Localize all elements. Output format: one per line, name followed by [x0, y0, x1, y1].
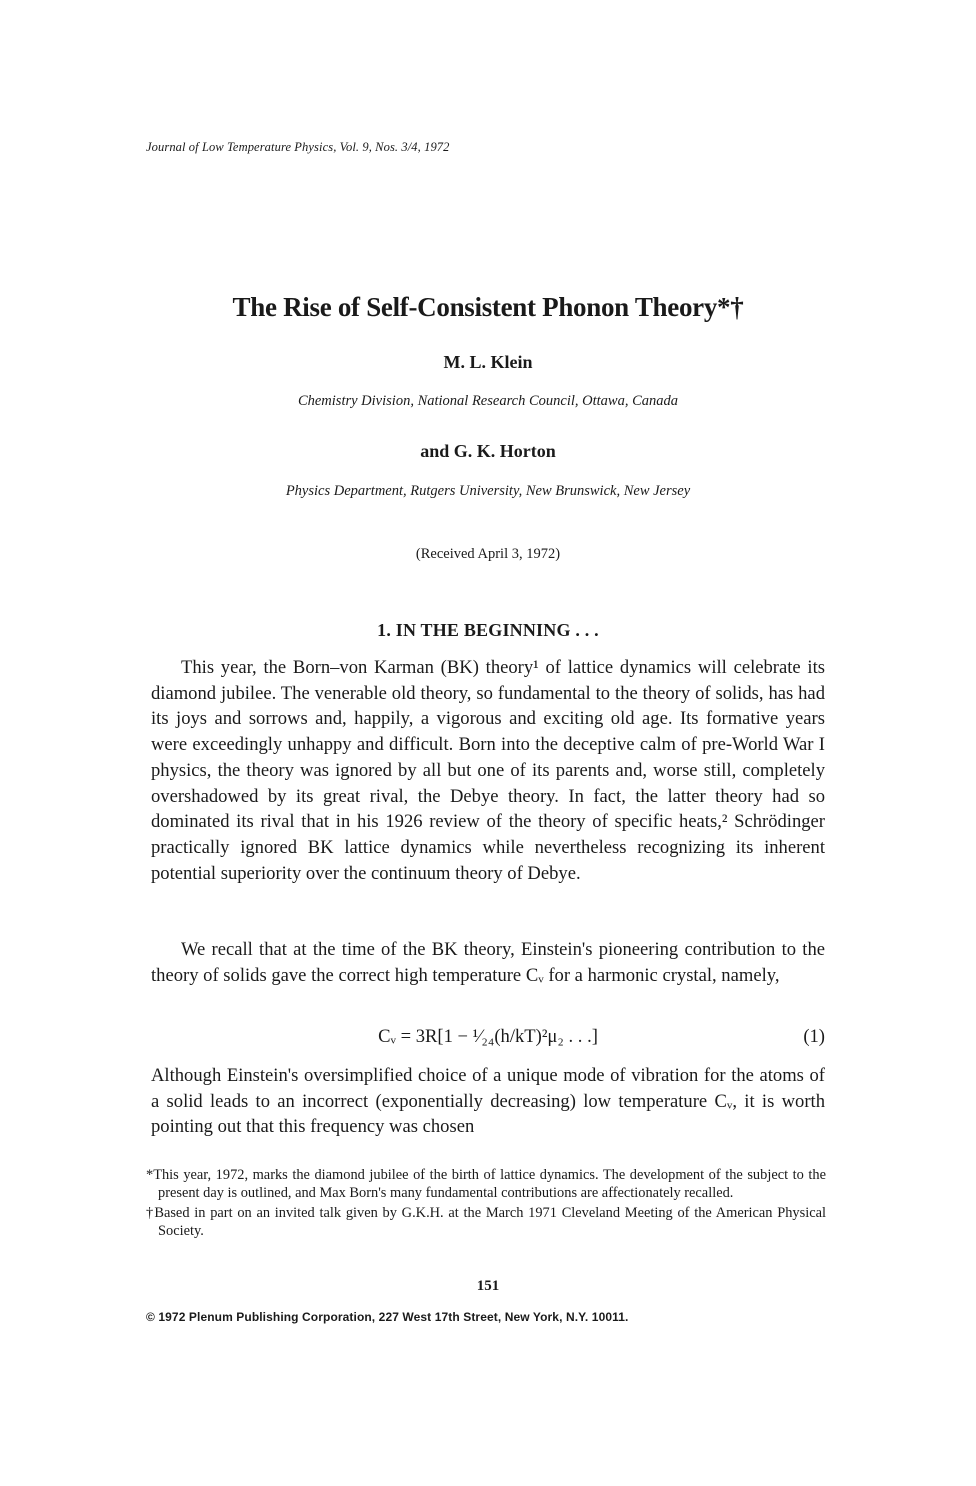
author-name-1: M. L. Klein — [443, 352, 533, 372]
paragraph-text: Although Einstein's oversimplified choice of a unique mode of vibration for the atoms of a solid leads to an incorrect (exponentially decreasing) low temperature Cᵥ, it is worth pointing out that this frequency was chosen — [151, 1065, 825, 1138]
paragraph-text: This year, the Born–von Karman (BK) theory¹ of lattice dynamics will celebrate its diamond jubilee. The venerable old theory, so fundamental to the theory of solids, has had its joys and sorrows and, happily, a vigorous and exciting old age. Its formative years were exceedingly unhappy and difficult. Born into the deceptive calm of pre-World War I physics, the theory was ignored by all but one of its parents and, worse still, completely overshadowed by its great rival, the Debye theory. In fact, the latter theory had so dominated its rival that in his 1926 review of the theory of specific heats,² Schrödinger practically ignored BK lattice dynamics while nevertheless recognizing its inherent potential superiority over the continuum theory of Debye. — [151, 657, 825, 884]
author-affiliation-2: Physics Department, Rutgers University, New Brunswick, New Jersey — [285, 483, 691, 499]
footnotes — [146, 1166, 826, 1242]
paragraph-text: We recall that at the time of the BK theory, Einstein's pioneering contribution to the theory of solids gave the correct high temperature Cᵥ for a harmonic crystal, namely, — [151, 939, 825, 986]
page-number: 151 — [476, 1278, 500, 1294]
section-heading: 1. IN THE BEGINNING . . . — [377, 620, 599, 640]
footnote-2: †Based in part on an invited talk given by G.K.H. at the March 1971 Cleveland Meeting of the American Physical Society. — [146, 1205, 826, 1239]
author-affiliation-1: Chemistry Division, National Research Council, Ottawa, Canada — [297, 393, 679, 409]
author-name-2: and G. K. Horton — [420, 441, 556, 461]
body-paragraph-2 — [151, 937, 825, 988]
equation-number: (1) — [803, 1026, 825, 1047]
received-date: (Received April 3, 1972) — [415, 546, 561, 562]
copyright-notice: © 1972 Plenum Publishing Corporation, 227 West 17th Street, New York, N.Y. 10011. — [146, 1310, 629, 1324]
journal-header: Journal of Low Temperature Physics, Vol. 9, Nos. 3/4, 1972 — [146, 140, 450, 154]
equation-row — [151, 1026, 825, 1054]
body-paragraph-3 — [151, 1063, 825, 1140]
body-paragraph-1 — [151, 655, 825, 886]
footnote-1: *This year, 1972, marks the diamond jubilee of the birth of lattice dynamics. The development of the subject to the present day is outlined, and Max Born's many fundamental contributions are affectionately recalled. — [146, 1167, 826, 1201]
equation: Cᵥ = 3R[1 − ¹⁄₂₄(h/kT)²μ₂ . . .] — [378, 1026, 598, 1047]
paper-title: The Rise of Self-Consistent Phonon Theory*† — [232, 292, 744, 322]
